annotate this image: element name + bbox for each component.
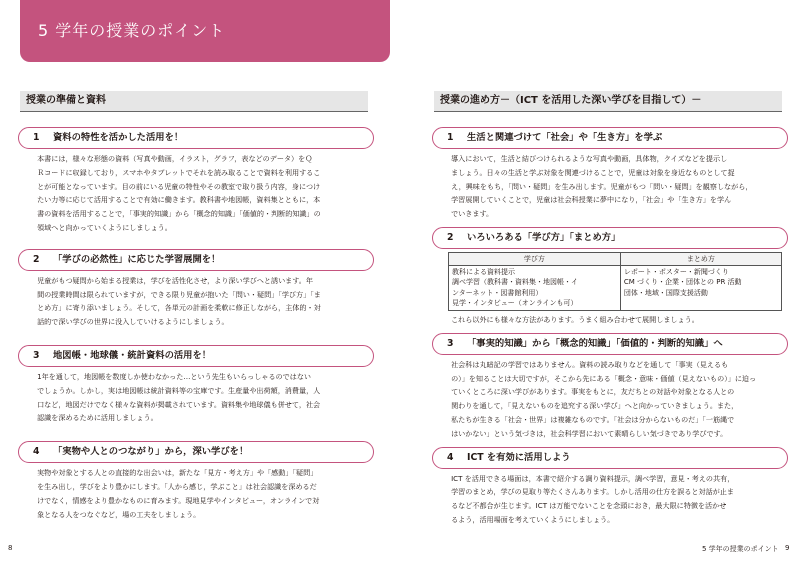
body-line: はいかない」という気づきは，社会科学習において素晴らしい気づきであり学びです。: [451, 428, 728, 438]
body-line: るよう，活用場面を考えていくようにしましょう。: [451, 514, 615, 524]
section-title-pill: [18, 127, 374, 149]
section-body: [434, 355, 782, 441]
footer-chapter-title: 5 学年の授業のポイント: [702, 545, 779, 553]
body-line: でしょうか。しかし，実は地図帳は統計資料等の宝庫です。生産量や出荷額，消費量，人: [37, 385, 321, 395]
cell-line: 教科による資料提示: [452, 267, 515, 276]
body-line: るなど不都合が生じます。ICT は万能でないことを念頭におき，最大限に特徴を活かせ: [451, 501, 727, 511]
body-line: 社会科は丸暗記の学習ではありません。資料の読み取りなどを通して「事実（見えるも: [451, 359, 729, 369]
table-header: 学び方: [449, 252, 621, 265]
body-line: 話的で深い学びの世界に没入していけるようにしましょう。: [37, 317, 229, 327]
section-title: 「実物や人とのつながり」から，深い学びを！: [53, 446, 249, 458]
cell-line: レポート・ポスター・新聞づくり: [623, 267, 729, 276]
body-line: え，興味をもち，「問い・疑問」を生み出します。児童がもつ「問い・疑問」を観察しながら，: [451, 181, 753, 191]
section-body: [20, 149, 368, 235]
section-title-pill: [432, 447, 788, 469]
section-number: 4: [33, 446, 40, 458]
section-title: 生活と関連づけて「社会」や「生き方」を学ぶ: [467, 132, 663, 143]
chapter-title: 5 学年の授業のポイント: [38, 21, 226, 40]
body-line: 領域へと向かっていくようにしましょう。: [37, 222, 172, 232]
body-line: けでなく，情感をより豊かなものに育みます。現地見学やインタビュー，オンラインで対: [37, 495, 320, 505]
right-section-4: [434, 447, 782, 527]
body-line: 導入において，生活と結びつけられるような写真や動画，具体物，クイズなどを提示し: [451, 154, 728, 163]
section-body: [434, 469, 782, 527]
section-title-pill: [432, 127, 788, 149]
section-number: 1: [447, 132, 454, 143]
body-line: 象となる人をつなぐなど，場の工夫をしましょう。: [37, 509, 201, 519]
section-title: いろいろある「学び方」「まとめ方」: [467, 231, 621, 243]
body-line: ましょう。日々の生活と学ぶ対象を関連づけることで，児童は対象を身近なものとして捉: [451, 167, 735, 177]
section-body: [434, 149, 782, 221]
section-title-pill: [432, 227, 788, 249]
right-section-header: 授業の進め方－（ICT を活用した深い学びを目指して）－: [434, 91, 782, 112]
body-line: 間の授業時間は限られていますが，できる限り児童が抱いた「問い・疑問」「学び方」「ま: [37, 289, 321, 299]
section-body: [434, 311, 782, 327]
section-body: [20, 367, 368, 425]
table-cell: [620, 265, 781, 310]
left-column: [20, 91, 368, 521]
cell-line: 調べ学習（教科書・資料集・地図帳・イ: [452, 278, 578, 287]
body-line: 実物や対象とする人との直接的な出会いは，新たな「見方・考え方」や「感動」「疑問」: [37, 468, 318, 478]
body-line: これら以外にも様々な方法があります。うまく組み合わせて展開しましょう。: [451, 314, 699, 324]
left-section-3: [20, 345, 368, 425]
right-section-3: [434, 333, 782, 441]
section-title-pill: [18, 345, 374, 367]
section-title: 地図帳・地球儀・統計資料の活用を！: [53, 349, 212, 361]
section-body: [20, 463, 368, 521]
section-number: 3: [33, 349, 40, 361]
left-section-2: [20, 249, 368, 329]
left-section-1: [20, 127, 368, 235]
section-number: 2: [33, 253, 40, 265]
section-body: [20, 271, 368, 329]
body-line: Ｒコードに収録しており，スマホやタブレットでそれを読み取ることで資料を利用するこ: [37, 167, 321, 177]
table-cell: [449, 265, 621, 310]
body-line: 児童がもつ疑問から始まる授業は，学びを活性化させ，より深い学びへと誘います。年: [37, 275, 313, 285]
body-line: 関わりを通して，「見えないものを追究する深い学び」へと向かっていきましょう。また，: [451, 401, 739, 411]
section-title: ICT を有効に活用しよう: [467, 451, 571, 463]
body-line: 学習のまとめ，学びの見取り等たくさんあります。しかし活用の仕方を誤ると対話が止ま: [451, 487, 734, 497]
body-line: でいきます。: [451, 209, 494, 219]
body-line: とが可能となっています。目の前にいる児童の特性やその教室で取り扱う内容，身につけ: [37, 181, 321, 191]
cell-line: 団体・地域・国際支援活動: [623, 288, 708, 297]
section-number: 2: [447, 231, 454, 243]
body-line: たい力等に応じて活用することで有効に働きます。教科書や地図帳，資料集とともに，本: [37, 195, 321, 205]
methods-table: [448, 252, 782, 311]
section-title: 「事実的知識」から「概念的知識」「価値的・判断的知識」へ: [467, 337, 723, 349]
cell-line: 見学・インタビュー（オンラインも可）: [452, 299, 578, 308]
right-column: [434, 91, 782, 527]
body-line: 本書には，様々な形態の資料（写真や動画，イラスト，グラフ，表などのデータ）をＱ: [37, 154, 313, 163]
right-section-2: [434, 227, 782, 327]
left-section-4: [20, 441, 368, 521]
left-section-header: 授業の準備と資料: [20, 91, 368, 112]
right-section-1: [434, 127, 782, 221]
section-title-pill: [18, 249, 374, 271]
body-line: 認識を深めるために活用しましょう。: [37, 413, 158, 423]
section-title-pill: [18, 441, 374, 463]
body-line: ていくところに深い学びがあります。事実をもとに，友だちとの対話や対象となる人との: [451, 387, 735, 397]
body-line: 私たちが生きる「社会・世界」は複雑なものです。「社会は分からないものだ」「一筋縄で: [451, 414, 735, 424]
section-number: 4: [447, 451, 454, 463]
section-title: 「学びの必然性」に応じた学習展開を！: [53, 253, 221, 265]
cell-line: CM づくり・企業・団体との PR 活動: [623, 278, 742, 287]
cell-line: ンターネット・図書館利用）: [452, 288, 543, 297]
body-line: 学習展開していくことで，児童は社会科授業に夢中になり，「社会」や「生き方」を学ん: [451, 195, 732, 205]
section-title: 資料の特性を活かした活用を！: [53, 132, 184, 143]
body-line: を生み出し，学びをより豊かにします。「人から感じ，学ぶこと」は社会認識を深めるだ: [37, 481, 317, 491]
table-header: まとめ方: [620, 252, 781, 265]
left-page-number: 8: [8, 544, 13, 552]
body-line: 口など，地図だけでなく様々な資料が掲載されています。資料集や地球儀も併せて，社会: [37, 399, 321, 409]
section-title-pill: [432, 333, 788, 355]
right-page-number: 9: [785, 544, 790, 552]
body-line: 1年を通して，地図帳を数度しか使わなかった…という先生もいらっしゃるのではない: [37, 371, 312, 381]
body-line: とめ方」に寄り添いましょう。そして，各単元の計画を柔軟に修正しながら，主体的・対: [37, 303, 321, 313]
section-number: 3: [447, 337, 454, 349]
section-number: 1: [33, 132, 40, 143]
body-line: ICT を活用できる場面は，本書で紹介する調り資料提示，調べ学習，意見・考えの共有，: [451, 473, 735, 483]
body-line: 書の資料を活用することで，「事実的知識」から「概念的知識」「価値的・判断的知識」の: [37, 209, 321, 219]
chapter-banner: [20, 0, 390, 62]
body-line: の）」を知ることは大切ですが，そこから先にある「概念・意味・価値（見えないもの）」に迫っ: [451, 373, 757, 383]
